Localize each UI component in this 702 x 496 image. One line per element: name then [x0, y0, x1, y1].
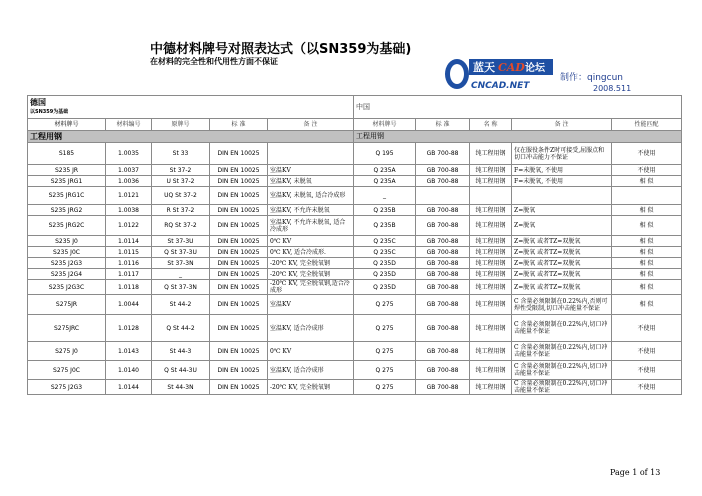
- cell-cn-standard: GB 700-88: [416, 280, 470, 295]
- cell-cn-remark: Z=脱氧 或者TZ=双脱氧: [512, 247, 612, 258]
- cell-cn-standard: GB 700-88: [416, 315, 470, 342]
- cell-cn-name: 纯工程用钢: [470, 176, 512, 187]
- cell-match: 不使用: [612, 315, 682, 342]
- cell-de-grade: S235 J2G3C: [28, 280, 106, 295]
- svg-text:CNCAD.NET: CNCAD.NET: [471, 81, 530, 91]
- cell-cn-grade: Q 235C: [354, 247, 416, 258]
- col-header: 性能匹配: [612, 119, 682, 131]
- svg-text:论坛: 论坛: [525, 63, 545, 74]
- cell-de-old-grade: Q St 44-3U: [152, 361, 210, 380]
- cell-de-number: 1.0143: [106, 342, 152, 361]
- cell-cn-standard: GB 700-88: [416, 380, 470, 395]
- cell-cn-grade: _: [354, 187, 416, 205]
- cell-match: 不使用: [612, 342, 682, 361]
- col-header: 备 注: [268, 119, 354, 131]
- cell-de-remark: 室温KV: [268, 165, 354, 176]
- cell-de-remark: 室温KV, 未脱氧: [268, 176, 354, 187]
- version-label: 2008.511: [593, 84, 632, 93]
- cell-cn-remark: F=未脱氧, 不使用: [512, 176, 612, 187]
- cell-cn-name: 纯工程用钢: [470, 205, 512, 216]
- cell-de-grade: S235 JRG2C: [28, 216, 106, 236]
- germany-header: [28, 96, 354, 119]
- cell-cn-grade: Q 235B: [354, 216, 416, 236]
- cell-de-remark: 0℃ KV: [268, 236, 354, 247]
- cell-de-standard: DIN EN 10025: [210, 380, 268, 395]
- cell-cn-remark: [512, 187, 612, 205]
- cell-de-standard: DIN EN 10025: [210, 247, 268, 258]
- cell-cn-grade: Q 235C: [354, 236, 416, 247]
- cell-de-grade: S235 J2G4: [28, 269, 106, 280]
- table-row: [28, 380, 682, 395]
- table-row: [28, 216, 682, 236]
- cell-de-old-grade: U St 37-2: [152, 176, 210, 187]
- cell-de-standard: DIN EN 10025: [210, 258, 268, 269]
- cell-de-number: 1.0117: [106, 269, 152, 280]
- cell-cn-name: 纯工程用钢: [470, 342, 512, 361]
- cell-cn-grade: Q 235A: [354, 176, 416, 187]
- cell-cn-grade: Q 275: [354, 315, 416, 342]
- section-right: 工程用钢: [354, 131, 682, 143]
- cell-de-standard: DIN EN 10025: [210, 236, 268, 247]
- table-row: [28, 236, 682, 247]
- cell-cn-name: 纯工程用钢: [470, 269, 512, 280]
- cell-cn-name: 纯工程用钢: [470, 295, 512, 315]
- cell-de-old-grade: St 44-3: [152, 342, 210, 361]
- cell-match: 不使用: [612, 361, 682, 380]
- cell-de-standard: DIN EN 10025: [210, 205, 268, 216]
- section-left-label: 工程用钢: [30, 131, 62, 141]
- cell-cn-standard: GB 700-88: [416, 295, 470, 315]
- cell-de-number: 1.0140: [106, 361, 152, 380]
- cell-cn-grade: Q 275: [354, 380, 416, 395]
- germany-label: 德国: [30, 97, 46, 107]
- cell-de-old-grade: R St 37-2: [152, 205, 210, 216]
- cell-de-standard: DIN EN 10025: [210, 342, 268, 361]
- cell-cn-standard: GB 700-88: [416, 236, 470, 247]
- col-header: 材料牌号: [28, 119, 106, 131]
- cell-de-grade: S235 J2G3: [28, 258, 106, 269]
- cell-cn-name: 纯工程用钢: [470, 258, 512, 269]
- cell-de-number: 1.0144: [106, 380, 152, 395]
- cell-de-standard: DIN EN 10025: [210, 315, 268, 342]
- page-footer: Page 1 of 13: [610, 468, 661, 477]
- cell-de-number: 1.0114: [106, 236, 152, 247]
- section-left: [28, 131, 354, 143]
- cell-cn-remark: Z=脱氧 或者TZ=双脱氧: [512, 258, 612, 269]
- cell-de-remark: 室温KV: [268, 295, 354, 315]
- table-row: [28, 280, 682, 295]
- section-row: [28, 131, 682, 143]
- table-row: [28, 247, 682, 258]
- cell-de-remark: -20℃ KV, 完全脱氧钢: [268, 380, 354, 395]
- cell-de-grade: S235 JRG2: [28, 205, 106, 216]
- cell-de-number: 1.0044: [106, 295, 152, 315]
- cell-cn-name: 纯工程用钢: [470, 380, 512, 395]
- cell-match: 不使用: [612, 380, 682, 395]
- cell-de-old-grade: Q St 37-3U: [152, 247, 210, 258]
- cell-cn-remark: Z=脱氧 或者TZ=双脱氧: [512, 236, 612, 247]
- cell-cn-grade: Q 275: [354, 361, 416, 380]
- cell-cn-name: 纯工程用钢: [470, 143, 512, 165]
- cell-de-remark: 室温KV, 不允许未脱氧: [268, 205, 354, 216]
- cell-de-number: 1.0037: [106, 165, 152, 176]
- cell-cn-remark: C 含量必须限制在0.22%内,切口冲击能量不保证: [512, 315, 612, 342]
- cell-de-old-grade: Q St 44-2: [152, 315, 210, 342]
- cell-de-number: 1.0035: [106, 143, 152, 165]
- col-header: 原牌号: [152, 119, 210, 131]
- cell-de-grade: S235 J0: [28, 236, 106, 247]
- cell-de-standard: DIN EN 10025: [210, 165, 268, 176]
- cell-de-number: 1.0122: [106, 216, 152, 236]
- cell-de-standard: DIN EN 10025: [210, 176, 268, 187]
- table-row: [28, 315, 682, 342]
- author-label: 制作：qingcun: [560, 73, 623, 83]
- cell-de-standard: DIN EN 10025: [210, 216, 268, 236]
- cell-match: 相 似: [612, 176, 682, 187]
- cell-cn-grade: Q 235B: [354, 205, 416, 216]
- cell-cn-remark: Z=脱氧: [512, 216, 612, 236]
- col-header: 标 准: [210, 119, 268, 131]
- cell-de-standard: DIN EN 10025: [210, 269, 268, 280]
- cell-de-remark: 0℃ KV: [268, 342, 354, 361]
- cell-de-grade: S235 J0C: [28, 247, 106, 258]
- cell-de-old-grade: St 37-3N: [152, 258, 210, 269]
- cell-cn-standard: GB 700-88: [416, 361, 470, 380]
- cell-de-remark: -20℃ KV, 完全脱氧钢: [268, 258, 354, 269]
- cell-match: 相 似: [612, 247, 682, 258]
- cell-de-grade: S235 JR: [28, 165, 106, 176]
- cell-match: 不使用: [612, 143, 682, 165]
- cell-cn-grade: Q 235D: [354, 269, 416, 280]
- page-subtitle: 在材料的完全性和代用性方面不保证: [150, 57, 278, 66]
- cell-cn-name: 纯工程用钢: [470, 165, 512, 176]
- table-row: [28, 205, 682, 216]
- cell-match: 相 似: [612, 205, 682, 216]
- cell-cn-standard: GB 700-88: [416, 258, 470, 269]
- cell-cn-grade: Q 195: [354, 143, 416, 165]
- cell-de-grade: S275 J2G3: [28, 380, 106, 395]
- page-title: 中德材料牌号对照表达式（以SN359为基础): [150, 42, 412, 57]
- cell-de-grade: S275 J0: [28, 342, 106, 361]
- cell-match: 相 似: [612, 258, 682, 269]
- table-row: [28, 176, 682, 187]
- svg-text:蓝天: 蓝天: [473, 61, 495, 74]
- cell-match: 相 似: [612, 236, 682, 247]
- cell-cn-name: 纯工程用钢: [470, 361, 512, 380]
- cell-cn-standard: GB 700-88: [416, 205, 470, 216]
- table-row: [28, 361, 682, 380]
- table-row: [28, 187, 682, 205]
- cell-de-old-grade: St 37-3U: [152, 236, 210, 247]
- cell-de-grade: S185: [28, 143, 106, 165]
- cell-de-remark: 室温KV, 适合冷成形: [268, 361, 354, 380]
- cell-de-old-grade: _: [152, 269, 210, 280]
- table-row: [28, 342, 682, 361]
- cell-de-standard: DIN EN 10025: [210, 143, 268, 165]
- cell-match: 相 似: [612, 295, 682, 315]
- cell-de-number: 1.0038: [106, 205, 152, 216]
- cell-cn-remark: Z=脱氧 或者TZ=双脱氧: [512, 280, 612, 295]
- cell-cn-grade: Q 235D: [354, 280, 416, 295]
- cell-de-old-grade: UQ St 37-2: [152, 187, 210, 205]
- cell-match: 不使用: [612, 165, 682, 176]
- cell-de-remark: 室温KV, 不允许未脱氧, 适合冷成形: [268, 216, 354, 236]
- cell-cn-remark: 仅在服役条件Z时可接受,屈服点和切口冲击能力不保证: [512, 143, 612, 165]
- cell-cn-name: 纯工程用钢: [470, 315, 512, 342]
- cell-cn-grade: Q 275: [354, 342, 416, 361]
- cncad-logo: [443, 55, 555, 93]
- cell-cn-standard: GB 700-88: [416, 216, 470, 236]
- cell-de-remark: [268, 143, 354, 165]
- col-header: 材料编号: [106, 119, 152, 131]
- cell-cn-standard: GB 700-88: [416, 342, 470, 361]
- cell-de-grade: S275JRC: [28, 315, 106, 342]
- cell-de-old-grade: RQ St 37-2: [152, 216, 210, 236]
- cell-cn-standard: GB 700-88: [416, 176, 470, 187]
- cell-cn-standard: GB 700-88: [416, 269, 470, 280]
- cell-de-number: 1.0118: [106, 280, 152, 295]
- china-label: 中国: [356, 102, 371, 111]
- cell-cn-grade: Q 275: [354, 295, 416, 315]
- cell-cn-remark: F=未脱氧, 不使用: [512, 165, 612, 176]
- cell-de-grade: S275JR: [28, 295, 106, 315]
- table-row: [28, 143, 682, 165]
- cell-de-old-grade: St 44-2: [152, 295, 210, 315]
- cell-de-standard: DIN EN 10025: [210, 361, 268, 380]
- cell-cn-remark: C 含量必须限制在0.22%内,切口冲击能量不保证: [512, 380, 612, 395]
- region-header-row: [28, 96, 682, 119]
- material-table: [27, 95, 682, 395]
- cell-de-old-grade: St 33: [152, 143, 210, 165]
- cell-de-number: 1.0115: [106, 247, 152, 258]
- cell-cn-remark: C 含量必须限制在0.22%内,否则可焊性受限制,切口冲击能量不保证: [512, 295, 612, 315]
- cell-de-grade: S235 JRG1C: [28, 187, 106, 205]
- cell-de-number: 1.0116: [106, 258, 152, 269]
- cell-de-old-grade: St 37-2: [152, 165, 210, 176]
- cell-de-standard: DIN EN 10025: [210, 295, 268, 315]
- table-row: [28, 269, 682, 280]
- cell-de-grade: S235 JRG1: [28, 176, 106, 187]
- cell-de-number: 1.0121: [106, 187, 152, 205]
- cell-cn-standard: [416, 187, 470, 205]
- table-row: [28, 258, 682, 269]
- cell-cn-name: 纯工程用钢: [470, 247, 512, 258]
- cell-de-number: 1.0036: [106, 176, 152, 187]
- cell-match: 相 似: [612, 269, 682, 280]
- cell-de-remark: 0℃ KV, 适合冷成形.: [268, 247, 354, 258]
- cell-cn-grade: Q 235D: [354, 258, 416, 269]
- cell-de-number: 1.0128: [106, 315, 152, 342]
- cell-de-remark: -20℃ KV, 完全脱氧钢,适合冷成形: [268, 280, 354, 295]
- cell-cn-standard: GB 700-88: [416, 165, 470, 176]
- cell-de-standard: DIN EN 10025: [210, 280, 268, 295]
- germany-sub-label: 以SN359为基础: [30, 108, 69, 115]
- cell-cn-remark: Z=脱氧: [512, 205, 612, 216]
- cell-de-old-grade: St 44-3N: [152, 380, 210, 395]
- cell-match: 相 似: [612, 280, 682, 295]
- cell-de-remark: -20℃ KV, 完全脱氧钢: [268, 269, 354, 280]
- cell-cn-name: [470, 187, 512, 205]
- cell-cn-remark: C 含量必须限制在0.22%内,切口冲击能量不保证: [512, 361, 612, 380]
- cell-de-grade: S275 J0C: [28, 361, 106, 380]
- col-header: 标 准: [416, 119, 470, 131]
- table-row: [28, 165, 682, 176]
- col-header: 备 注: [512, 119, 612, 131]
- cell-de-standard: DIN EN 10025: [210, 187, 268, 205]
- cell-cn-name: 纯工程用钢: [470, 236, 512, 247]
- svg-text:CAD: CAD: [498, 61, 525, 74]
- col-header: 材料牌号: [354, 119, 416, 131]
- col-header: 名 称: [470, 119, 512, 131]
- cell-cn-name: 纯工程用钢: [470, 280, 512, 295]
- cell-cn-standard: GB 700-88: [416, 247, 470, 258]
- china-header: [354, 96, 682, 119]
- table-row: [28, 295, 682, 315]
- cell-cn-remark: Z=脱氧 或者TZ=双脱氧: [512, 269, 612, 280]
- cell-match: 相 似: [612, 216, 682, 236]
- cell-cn-grade: Q 235A: [354, 165, 416, 176]
- cell-cn-remark: C 含量必须限制在0.22%内,切口冲击能量不保证: [512, 342, 612, 361]
- cell-cn-name: 纯工程用钢: [470, 216, 512, 236]
- cell-de-remark: 室温KV, 未脱氧, 适合冷成形: [268, 187, 354, 205]
- cell-cn-standard: GB 700-88: [416, 143, 470, 165]
- column-header-row: [28, 119, 682, 131]
- cell-de-old-grade: Q St 37-3N: [152, 280, 210, 295]
- cell-match: [612, 187, 682, 205]
- cell-de-remark: 室温KV, 适合冷成形: [268, 315, 354, 342]
